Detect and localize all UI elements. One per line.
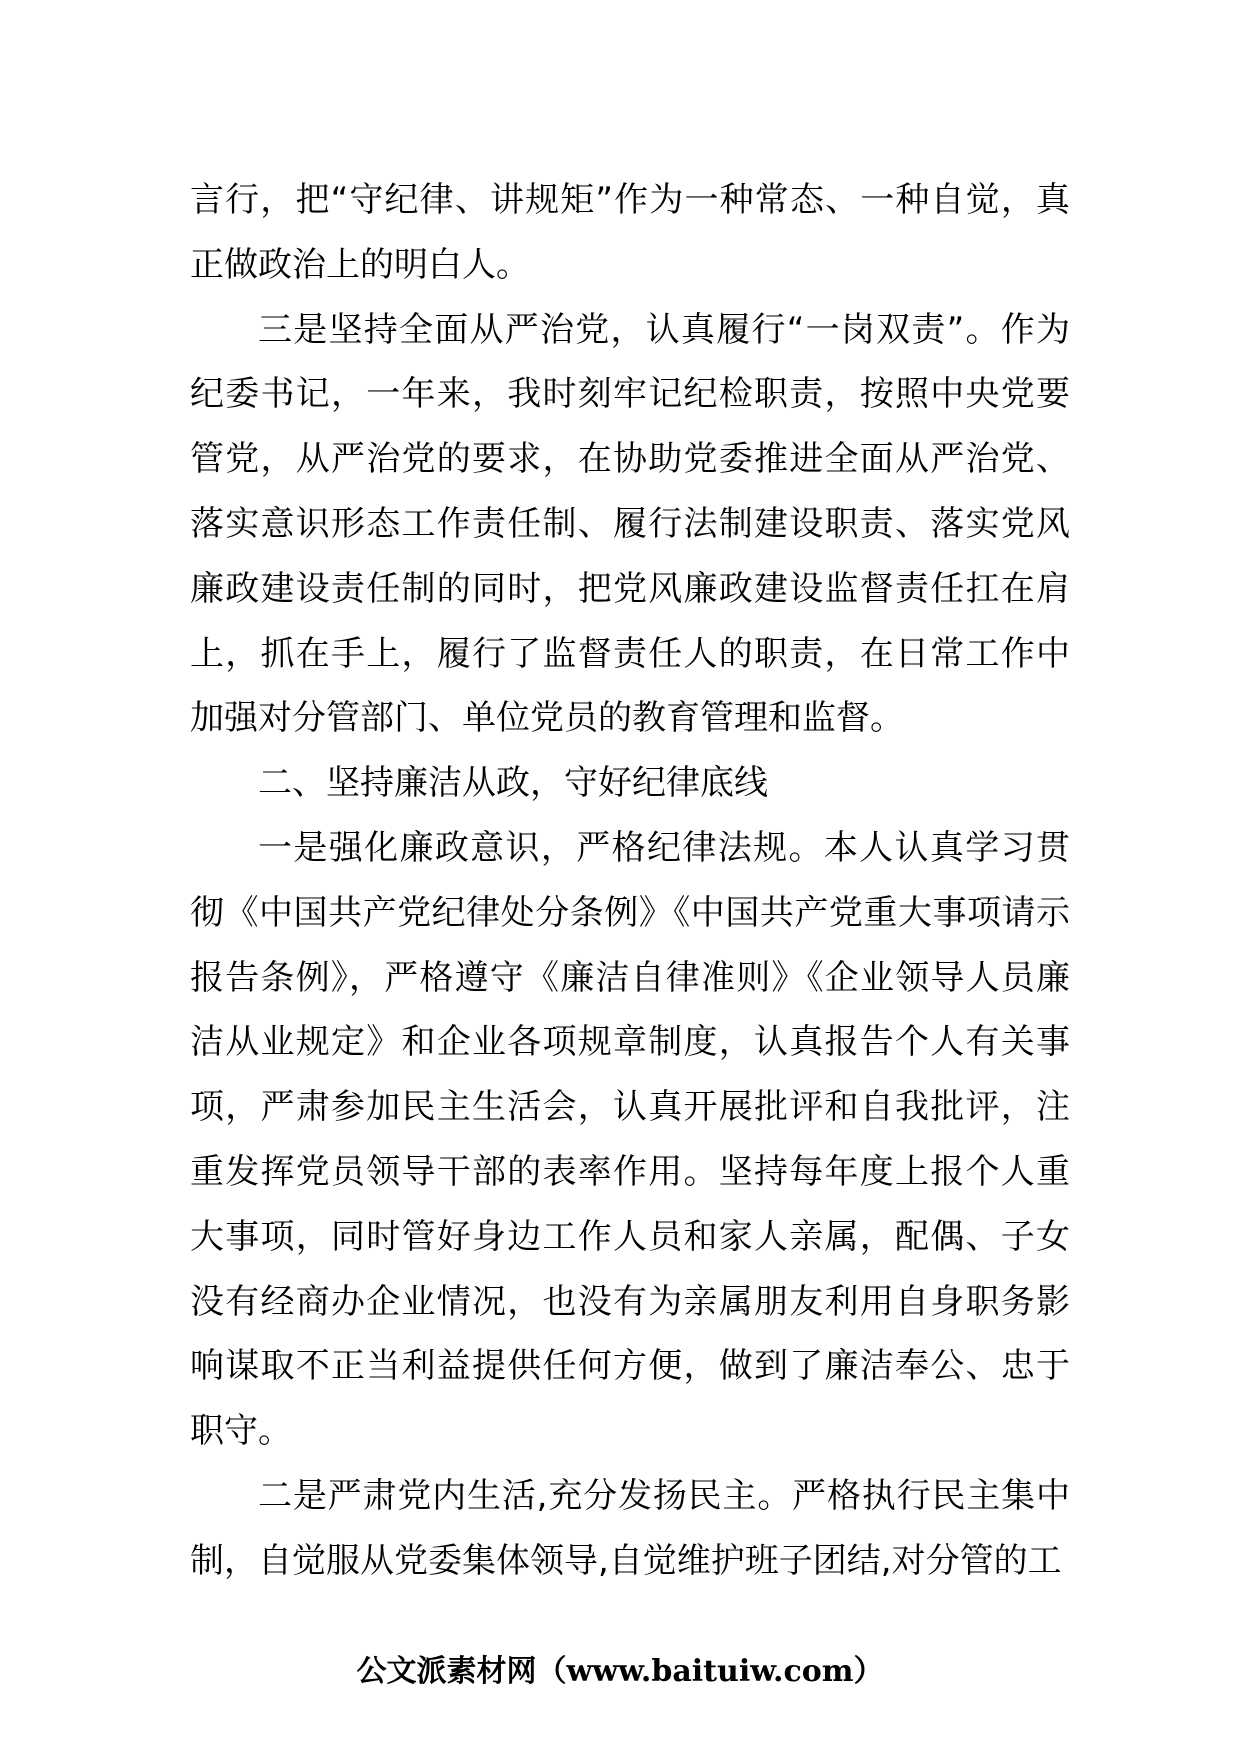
paragraph-party-responsibility: 三是坚持全面从严治党，认真履行“一岗双责”。作为纪委书记，一年来，我时刻牢记纪检职责，按照中央党要管党，从严治党的要求，在协助党委推进全面从严治党、落实意识形态工作责任制、履行法制建设职责、落实党风廉政建设责任制的同时，把党风廉政建设监督责任扛在肩上，抓在手上，履行了监督责任人的职责，在日常工作中加强对分管部门、单位党员的教育管理和监督。 [190,309,1070,739]
document-body [190,168,1070,1594]
section-heading-integrity: 二、坚持廉洁从政，守好纪律底线 [258,763,768,804]
paragraph-continuation: 言行，把“守纪律、讲规矩”作为一种常态、一种自觉，真正做政治上的明白人。 [190,180,1070,285]
paragraph-party-life: 二是严肃党内生活,充分发扬民主。严格执行民主集中制，自觉服从党委集体领导,自觉维护班子团结,对分管的工 [190,1475,1070,1581]
paragraph-integrity-awareness: 一是强化廉政意识，严格纪律法规。本人认真学习贯彻《中国共产党纪律处分条例》《中国共产党重大事项请示报告条例》，严格遵守《廉洁自律准则》《企业领导人员廉洁从业规定》和企业各项规章制度，认真报告个人有关事项，严肃参加民主生活会，认真开展批评和自我批评，注重发挥党员领导干部的表率作用。坚持每年度上报个人重大事项，同时管好身边工作人员和家人亲属，配偶、子女没有经商办企业情况，也没有为亲属朋友利用自身职务影响谋取不正当利益提供任何方便，做到了廉洁奉公、忠于职守。 [190,827,1070,1452]
footer-watermark-text: 公文派素材网（www.baituiw.com） [356,1654,884,1689]
